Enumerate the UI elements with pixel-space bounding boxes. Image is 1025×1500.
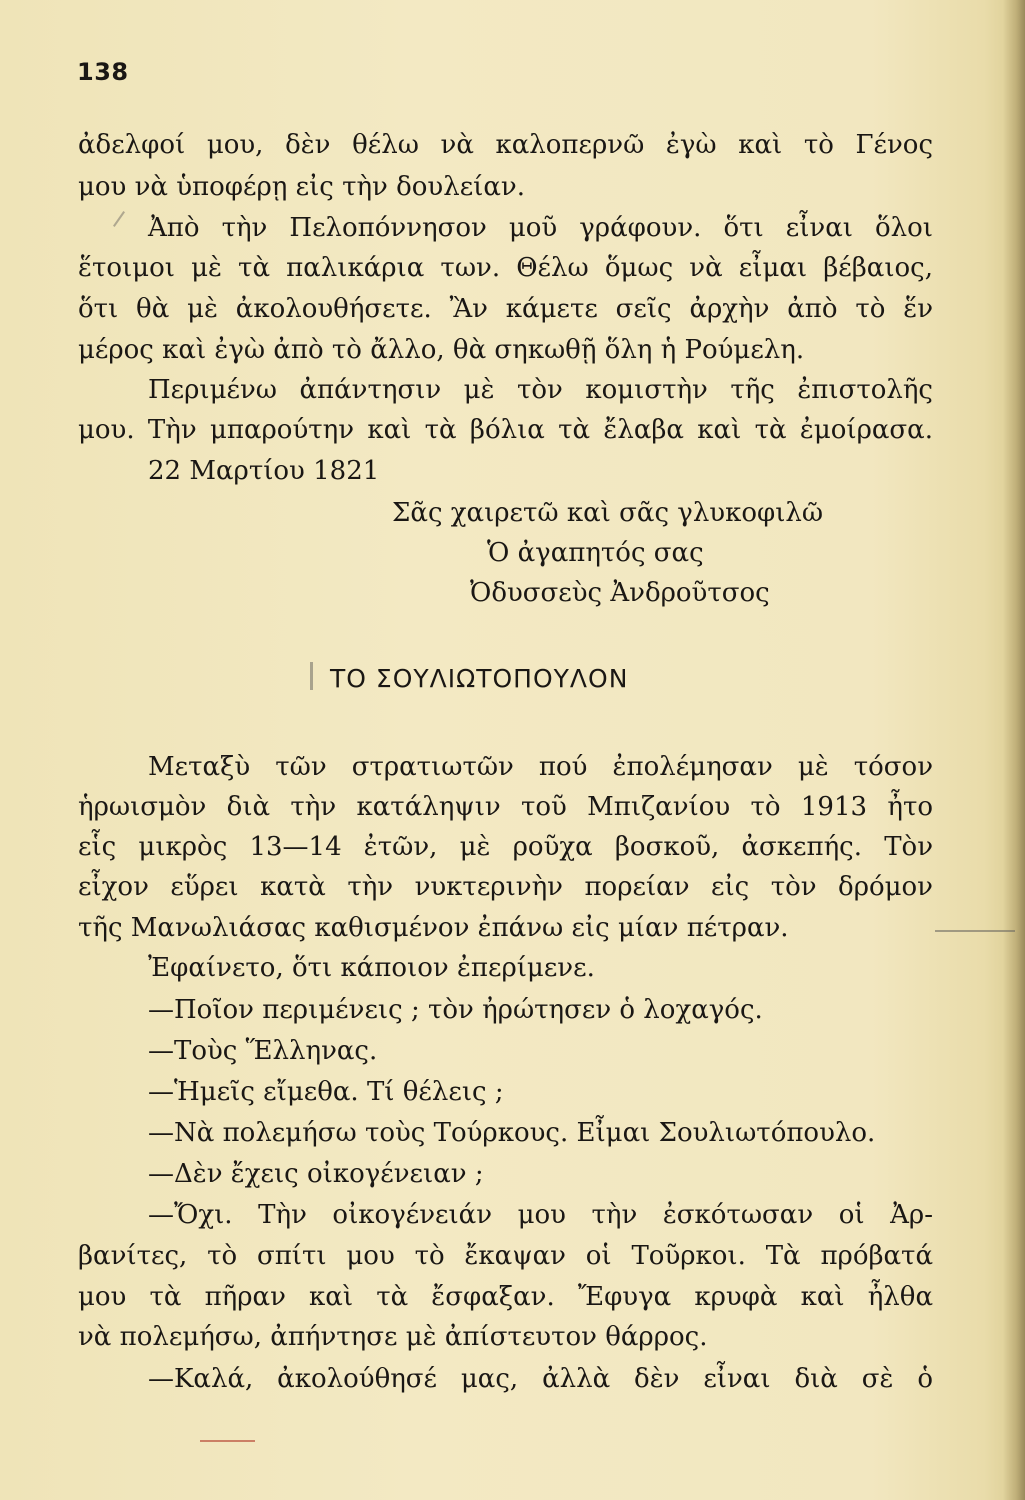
margin-pencil-mark [310, 662, 313, 690]
dialogue-line-7: —Καλά, ἀκολούθησέ μας, ἀλλὰ δὲν εἶναι διὰ σὲ ὁ [148, 1364, 933, 1394]
letter-line-6: μέρος καὶ ἐγὼ ἀπὸ τὸ ἄλλο, θὰ σηκωθῇ ὅλη ἡ Ρούμελη. [78, 335, 805, 365]
story-line-7: βανίτες, τὸ σπίτι μου τὸ ἔκαψαν οἱ Τοῦρκοι. Τὰ πρόβατά [78, 1241, 933, 1271]
letter-line-1: ἀδελφοί μου, δὲν θέλω νὰ καλοπερνῶ ἐγὼ καὶ τὸ Γένος [78, 130, 933, 160]
letter-date: 22 Μαρτίου 1821 [148, 456, 380, 486]
story-line-1: Μεταξὺ τῶν στρατιωτῶν πού ἐπολέμησαν μὲ τόσον [148, 752, 933, 782]
letter-line-2: μου νὰ ὑποφέρῃ εἰς τὴν δουλείαν. [78, 172, 526, 202]
letter-line-7: Περιμένω ἀπάντησιν μὲ τὸν κομιστὴν τῆς ἐπιστολῆς [148, 375, 933, 405]
margin-pencil-mark [113, 211, 125, 227]
letter-closing-affection: Ὁ ἀγαπητός σας [487, 538, 704, 568]
letter-line-4: ἕτοιμοι μὲ τὰ παλικάρια των. Θέλω ὅμως νὰ εἶμαι βέβαιος, [78, 253, 933, 283]
dialogue-line-5: —Δὲν ἔχεις οἰκογένειαν ; [148, 1159, 484, 1189]
margin-pencil-mark [935, 930, 1015, 932]
page-number: 138 [77, 58, 129, 86]
story-line-9: νὰ πολεμήσω, ἀπήντησε μὲ ἀπίστευτον θάρρος. [78, 1322, 708, 1352]
dialogue-line-1: —Ποῖον περιμένεις ; τὸν ἠρώτησεν ὁ λοχαγός. [148, 995, 763, 1025]
story-line-6: Ἐφαίνετο, ὅτι κάποιον ἐπερίμενε. [148, 953, 595, 983]
dialogue-line-4: —Νὰ πολεμήσω τοὺς Τούρκους. Εἶμαι Σουλιωτόπουλο. [148, 1118, 876, 1148]
letter-line-3: Ἀπὸ τὴν Πελοπόννησον μοῦ γράφουν. ὅτι εἶναι ὅλοι [148, 213, 933, 243]
section-title: ΤΟ ΣΟΥΛΙΩΤΟΠΟΥΛΟΝ [330, 664, 629, 693]
dialogue-line-2: —Τοὺς Ἕλληνας. [148, 1036, 378, 1066]
story-line-4: εἶχον εὕρει κατὰ τὴν νυκτερινὴν πορείαν εἰς τὸν δρόμον [78, 872, 933, 902]
dialogue-line-6: —Ὄχι. Τὴν οἰκογένειάν μου τὴν ἐσκότωσαν οἱ Ἀρ- [148, 1200, 933, 1230]
dialogue-line-3: —Ἡμεῖς εἴμεθα. Τί θέλεις ; [148, 1077, 504, 1107]
story-line-2: ἡρωισμὸν διὰ τὴν κατάληψιν τοῦ Μπιζανίου τὸ 1913 ἦτο [78, 792, 933, 822]
letter-closing-greeting: Σᾶς χαιρετῶ καὶ σᾶς γλυκοφιλῶ [392, 498, 824, 528]
story-line-5: τῆς Μανωλιάσας καθισμένον ἐπάνω εἰς μίαν πέτραν. [78, 913, 789, 943]
letter-line-5: ὅτι θὰ μὲ ἀκολουθήσετε. Ἂν κάμετε σεῖς ἀρχὴν ἀπὸ τὸ ἕν [78, 294, 933, 324]
binding-shadow [1003, 0, 1025, 1500]
letter-signature: Ὀδυσσεὺς Ἀνδροῦτσος [470, 578, 770, 608]
story-line-3: εἷς μικρὸς 13—14 ἐτῶν, μὲ ροῦχα βοσκοῦ, ἀσκεπής. Τὸν [78, 832, 933, 862]
story-line-8: μου τὰ πῆραν καὶ τὰ ἔσφαξαν. Ἔφυγα κρυφὰ καὶ ἦλθα [78, 1282, 933, 1312]
letter-line-8: μου. Τὴν μπαρούτην καὶ τὰ βόλια τὰ ἔλαβα καὶ τὰ ἐμοίρασα. [78, 415, 933, 445]
red-ink-mark [200, 1440, 255, 1442]
